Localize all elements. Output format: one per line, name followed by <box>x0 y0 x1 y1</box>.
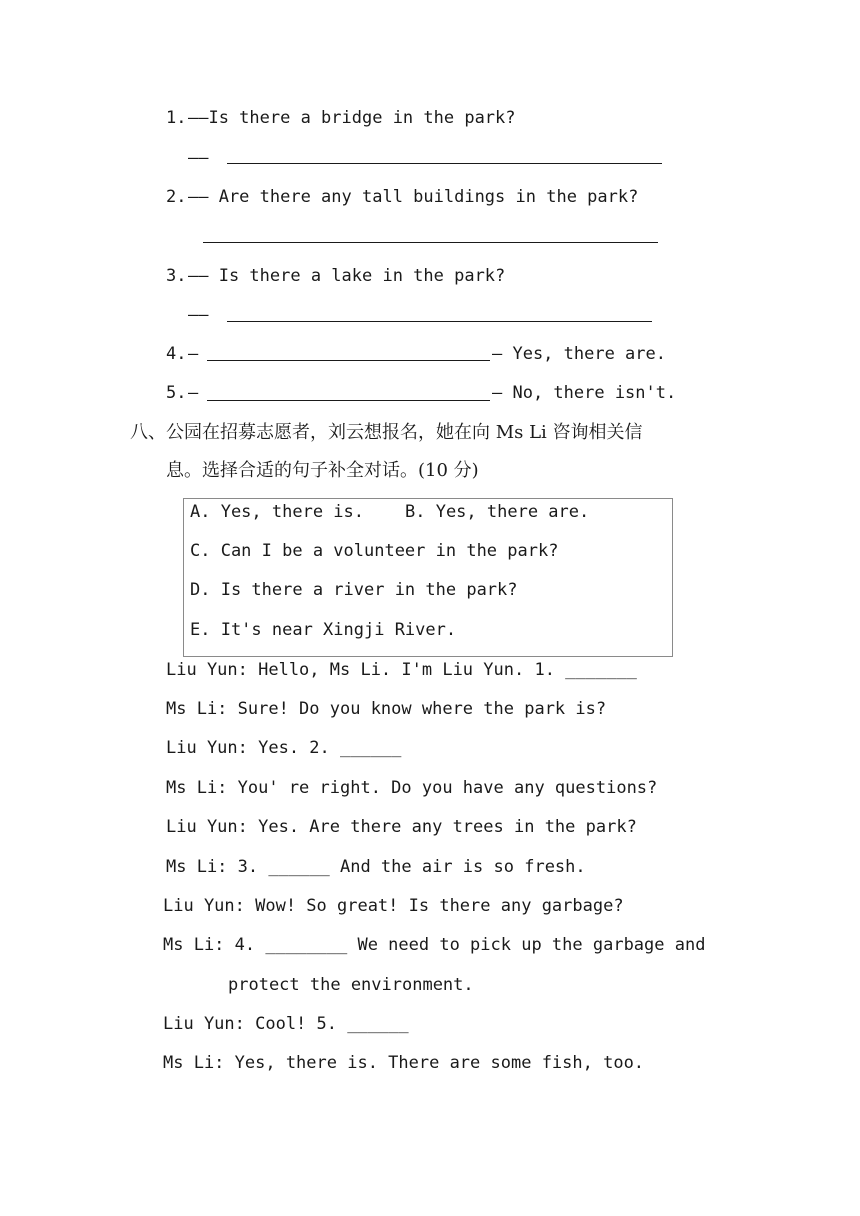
question-4-number: 4. <box>166 344 187 364</box>
option-c: C. Can I be a volunteer in the park? <box>190 541 559 561</box>
question-5-prefix: — <box>188 383 199 403</box>
answer-2-blank-line[interactable] <box>203 242 658 243</box>
answer-3-blank-line[interactable] <box>227 321 652 322</box>
answer-1-prefix: —— <box>188 148 209 168</box>
question-3-number: 3. <box>166 266 187 286</box>
dialogue-line-2: Ms Li: Sure! Do you know where the park is? <box>166 699 607 719</box>
dialogue-line-7: Liu Yun: Wow! So great! Is there any garbage? <box>163 896 624 916</box>
answer-3-prefix: —— <box>188 305 209 325</box>
question-2-text: —— Are there any tall buildings in the park? <box>188 187 639 207</box>
question-1-number: 1. <box>166 108 187 128</box>
question-4-blank-line[interactable] <box>207 360 490 361</box>
option-d: D. Is there a river in the park? <box>190 580 518 600</box>
dialogue-line-6: Ms Li: 3. ______ And the air is so fresh. <box>166 857 586 877</box>
option-a: A. Yes, there is. <box>190 502 364 522</box>
option-b: B. Yes, there are. <box>405 502 590 522</box>
dialogue-line-8: Ms Li: 4. ________ We need to pick up the garbage and <box>163 935 706 955</box>
section-8-heading-line2: 息。选择合适的句子补全对话。(10 分) <box>166 460 479 481</box>
dialogue-line-3: Liu Yun: Yes. 2. ______ <box>166 738 402 758</box>
dialogue-line-9: Liu Yun: Cool! 5. ______ <box>163 1014 409 1034</box>
question-4-prefix: — <box>188 344 199 364</box>
question-5-response: — No, there isn't. <box>492 383 677 403</box>
question-5-number: 5. <box>166 383 187 403</box>
dialogue-line-4: Ms Li: You' re right. Do you have any questions? <box>166 778 658 798</box>
question-1-text: ——Is there a bridge in the park? <box>188 108 516 128</box>
question-3-text: —— Is there a lake in the park? <box>188 266 506 286</box>
dialogue-line-8-continued: protect the environment. <box>228 975 474 995</box>
dialogue-line-10: Ms Li: Yes, there is. There are some fish, too. <box>163 1053 645 1073</box>
section-8-heading-line1: 八、公园在招募志愿者，刘云想报名，她在向 Ms Li 咨询相关信 <box>130 422 643 443</box>
question-4-response: — Yes, there are. <box>492 344 666 364</box>
question-2-number: 2. <box>166 187 187 207</box>
answer-1-blank-line[interactable] <box>227 163 662 164</box>
option-e: E. It's near Xingji River. <box>190 620 457 640</box>
dialogue-line-5: Liu Yun: Yes. Are there any trees in the park? <box>166 817 637 837</box>
dialogue-line-1: Liu Yun: Hello, Ms Li. I'm Liu Yun. 1. _______ <box>166 660 637 680</box>
question-5-blank-line[interactable] <box>207 400 490 401</box>
